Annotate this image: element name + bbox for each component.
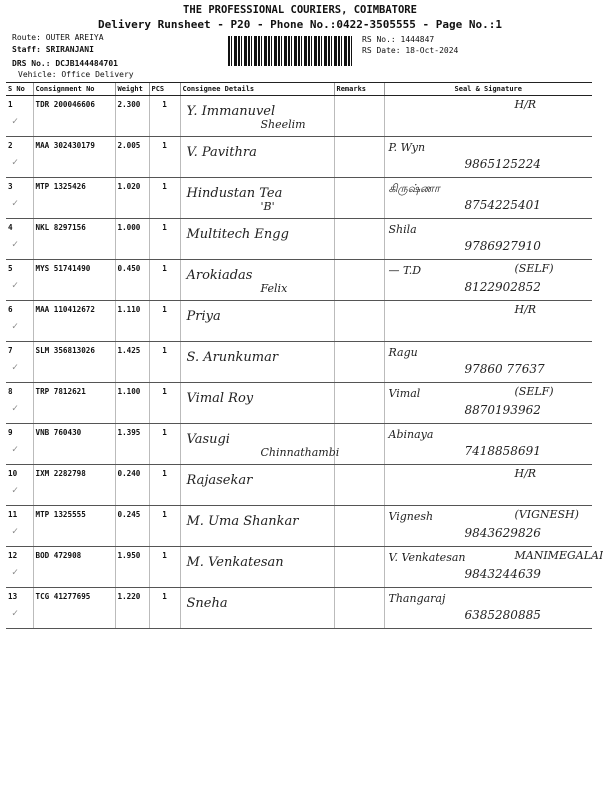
consignee-name-line2-handwritten: Felix — [260, 282, 288, 295]
phone-number-handwritten: 7418858691 — [464, 444, 541, 458]
col-header-remarks: Remarks — [334, 83, 384, 96]
table-row — [6, 137, 592, 178]
consignee-name-handwritten: Multitech Engg — [186, 227, 289, 242]
row-pcs: 1 — [149, 260, 180, 301]
row-remarks — [334, 342, 384, 383]
checkmark-icon: ✓ — [12, 280, 19, 291]
row-sno-text: 6 — [8, 305, 13, 314]
col-header-consignment: Consignment No — [33, 83, 115, 96]
row-consignment-no: MTP 1325426 — [33, 178, 115, 219]
row-pcs: 1 — [149, 424, 180, 465]
row-consignment-no: NKL 8297156 — [33, 219, 115, 260]
row-consignment-no: MAA 302430179 — [33, 137, 115, 178]
row-remarks — [334, 465, 384, 506]
phone-number-handwritten: 9865125224 — [464, 157, 541, 171]
row-remarks — [334, 301, 384, 342]
row-weight: 1.950 — [115, 547, 149, 588]
signature-note-handwritten: (SELF) — [514, 262, 554, 275]
row-consignee — [180, 178, 334, 219]
consignee-name-handwritten: V. Pavithra — [186, 145, 257, 160]
consignee-name-handwritten: Vasugi — [186, 432, 230, 447]
row-consignee — [180, 219, 334, 260]
signature-note-handwritten: MANIMEGALAI — [514, 549, 603, 562]
row-sno-text: 1 — [8, 100, 13, 109]
checkmark-icon: ✓ — [12, 116, 19, 127]
row-pcs: 1 — [149, 137, 180, 178]
row-weight: 0.245 — [115, 506, 149, 547]
row-signature — [384, 588, 592, 629]
row-weight: 1.020 — [115, 178, 149, 219]
row-sno — [6, 96, 33, 137]
table-header-row — [6, 83, 592, 96]
table-row — [6, 506, 592, 547]
row-weight: 2.005 — [115, 137, 149, 178]
row-sno-text: 10 — [8, 469, 18, 478]
route-label: Route: OUTER AREIYA — [12, 33, 104, 42]
checkmark-icon: ✓ — [12, 485, 19, 496]
row-weight: 1.110 — [115, 301, 149, 342]
row-sno-text: 12 — [8, 551, 18, 560]
row-remarks — [334, 383, 384, 424]
row-sno — [6, 424, 33, 465]
row-remarks — [334, 96, 384, 137]
row-remarks — [334, 424, 384, 465]
table-row — [6, 588, 592, 629]
row-weight: 1.100 — [115, 383, 149, 424]
row-sno-text: 7 — [8, 346, 13, 355]
table-row — [6, 178, 592, 219]
checkmark-icon: ✓ — [12, 198, 19, 209]
row-consignee — [180, 301, 334, 342]
row-sno — [6, 178, 33, 219]
row-sno — [6, 301, 33, 342]
consignee-name-handwritten: Arokiadas — [186, 268, 253, 283]
table-body — [6, 96, 603, 629]
table-row — [6, 424, 592, 465]
staff-label: Staff: SRIRANJANI — [12, 45, 94, 54]
row-weight: 1.000 — [115, 219, 149, 260]
row-weight: 2.300 — [115, 96, 149, 137]
row-sno-text: 8 — [8, 387, 13, 396]
rs-number: RS No.: 1444847 — [362, 35, 435, 44]
row-signature — [384, 260, 592, 301]
phone-number-handwritten: 97860 77637 — [464, 362, 545, 376]
row-weight: 0.240 — [115, 465, 149, 506]
row-signature — [384, 137, 592, 178]
row-sno — [6, 506, 33, 547]
row-sno-text: 13 — [8, 592, 18, 601]
consignee-name-handwritten: Sneha — [186, 596, 228, 611]
row-consignee — [180, 342, 334, 383]
signature-note-handwritten: (SELF) — [514, 385, 554, 398]
row-signature — [384, 465, 592, 506]
signature-handwritten: Ragu — [388, 346, 418, 359]
signature-handwritten: Vignesh — [388, 510, 434, 523]
row-consignee — [180, 424, 340, 465]
table-row — [6, 342, 592, 383]
row-sno-text: 3 — [8, 182, 13, 191]
checkmark-icon: ✓ — [12, 239, 19, 250]
checkmark-icon: ✓ — [12, 321, 19, 332]
consignee-name-handwritten: Hindustan Tea — [186, 186, 283, 201]
phone-number-handwritten: 8754225401 — [464, 198, 541, 212]
row-sno — [6, 342, 33, 383]
row-remarks — [334, 588, 384, 629]
row-remarks — [334, 137, 384, 178]
table-row — [6, 219, 592, 260]
row-sno-text: 9 — [8, 428, 13, 437]
row-pcs: 1 — [149, 301, 180, 342]
drs-number: DRS No.: DCJB144484701 — [12, 59, 118, 68]
table-row — [6, 547, 592, 588]
row-consignee — [180, 96, 334, 137]
consignee-name-line2-handwritten: Chinnathambi — [260, 446, 340, 459]
phone-number-handwritten: 6385280885 — [464, 608, 541, 622]
signature-handwritten: V. Venkatesan — [388, 551, 466, 564]
phone-number-handwritten: 9786927910 — [464, 239, 541, 253]
table-row — [6, 383, 592, 424]
row-sno — [6, 260, 33, 301]
checkmark-icon: ✓ — [12, 157, 19, 168]
consignee-name-line2-handwritten: Sheelim — [260, 118, 306, 131]
table-row — [6, 96, 592, 137]
row-pcs: 1 — [149, 506, 180, 547]
runsheet-subtitle: Delivery Runsheet - P20 - Phone No.:0422-3505555 - Page No.:1 — [98, 18, 502, 31]
row-weight: 0.450 — [115, 260, 149, 301]
runsheet-table — [6, 82, 603, 629]
row-sno — [6, 219, 33, 260]
row-sno — [6, 465, 33, 506]
signature-note-handwritten: H/R — [514, 98, 537, 111]
signature-note-handwritten: H/R — [514, 303, 537, 316]
table-row — [6, 465, 592, 506]
col-header-weight: Weight — [115, 83, 149, 96]
row-signature — [384, 96, 592, 137]
row-consignee — [180, 506, 334, 547]
phone-number-handwritten: 8870193962 — [464, 403, 541, 417]
row-remarks — [334, 219, 384, 260]
vehicle-label: Vehicle: Office Delivery — [18, 70, 134, 79]
row-sno — [6, 588, 33, 629]
row-remarks — [334, 260, 384, 301]
row-consignment-no: MTP 1325555 — [33, 506, 115, 547]
row-remarks — [334, 178, 384, 219]
row-signature — [384, 547, 603, 588]
consignee-name-handwritten: Y. Immanuvel — [186, 104, 276, 119]
row-weight: 1.395 — [115, 424, 149, 465]
row-consignee — [180, 260, 334, 301]
signature-handwritten: — T.D — [388, 264, 422, 277]
consignee-name-handwritten: S. Arunkumar — [186, 350, 279, 365]
row-consignment-no: TDR 200046606 — [33, 96, 115, 137]
row-sno-text: 2 — [8, 141, 13, 150]
col-header-sno: S No — [6, 83, 33, 96]
row-consignee — [180, 547, 334, 588]
phone-number-handwritten: 8122902852 — [464, 280, 541, 294]
row-remarks — [334, 547, 384, 588]
row-sno-text: 4 — [8, 223, 13, 232]
consignee-name-handwritten: Vimal Roy — [186, 391, 254, 406]
row-consignment-no: MYS 51741490 — [33, 260, 115, 301]
row-consignment-no: VNB 760430 — [33, 424, 115, 465]
checkmark-icon: ✓ — [12, 444, 19, 455]
row-sno-text: 5 — [8, 264, 13, 273]
row-consignment-no: SLM 356813026 — [33, 342, 115, 383]
row-pcs: 1 — [149, 383, 180, 424]
signature-handwritten: P. Wyn — [388, 141, 426, 154]
row-consignee — [180, 588, 334, 629]
signature-handwritten: Shila — [388, 223, 417, 236]
checkmark-icon: ✓ — [12, 608, 19, 619]
signature-note-handwritten: (VIGNESH) — [514, 508, 579, 521]
row-sno — [6, 137, 33, 178]
row-signature — [384, 178, 592, 219]
row-signature — [384, 383, 592, 424]
col-header-pcs: PCS — [149, 83, 180, 96]
checkmark-icon: ✓ — [12, 567, 19, 578]
consignee-name-handwritten: M. Venkatesan — [186, 555, 284, 570]
signature-handwritten: கிருஷ்ணா — [388, 182, 440, 195]
consignee-name-line2-handwritten: 'B' — [260, 200, 275, 213]
checkmark-icon: ✓ — [12, 362, 19, 373]
checkmark-icon: ✓ — [12, 526, 19, 537]
col-header-consignee: Consignee Details — [180, 83, 334, 96]
row-signature — [384, 424, 592, 465]
table-row — [6, 260, 592, 301]
row-consignment-no: TCG 41277695 — [33, 588, 115, 629]
table-row — [6, 301, 592, 342]
row-pcs: 1 — [149, 465, 180, 506]
row-consignment-no: TRP 7812621 — [33, 383, 115, 424]
row-weight: 1.425 — [115, 342, 149, 383]
runsheet-title: THE PROFESSIONAL COURIERS, COIMBATORE — [183, 4, 417, 16]
row-pcs: 1 — [149, 178, 180, 219]
row-sno — [6, 383, 33, 424]
row-sno-text: 11 — [8, 510, 18, 519]
signature-handwritten: Vimal — [388, 387, 421, 400]
row-signature — [384, 342, 592, 383]
consignee-name-handwritten: M. Uma Shankar — [186, 514, 299, 529]
row-remarks — [334, 506, 384, 547]
row-consignee — [180, 465, 334, 506]
signature-note-handwritten: H/R — [514, 467, 537, 480]
row-signature — [384, 219, 592, 260]
barcode-image — [228, 36, 354, 66]
signature-handwritten: Abinaya — [388, 428, 434, 441]
checkmark-icon: ✓ — [12, 403, 19, 414]
consignee-name-handwritten: Rajasekar — [186, 473, 253, 488]
row-weight: 1.220 — [115, 588, 149, 629]
row-signature — [384, 506, 592, 547]
row-consignee — [180, 383, 334, 424]
row-consignment-no: BOD 472908 — [33, 547, 115, 588]
row-consignment-no: MAA 110412672 — [33, 301, 115, 342]
phone-number-handwritten: 9843629826 — [464, 526, 541, 540]
row-pcs: 1 — [149, 342, 180, 383]
row-pcs: 1 — [149, 96, 180, 137]
row-pcs: 1 — [149, 547, 180, 588]
row-consignment-no: IXM 2282798 — [33, 465, 115, 506]
row-sno — [6, 547, 33, 588]
row-consignee — [180, 137, 334, 178]
phone-number-handwritten: 9843244639 — [464, 567, 541, 581]
row-pcs: 1 — [149, 219, 180, 260]
consignee-name-handwritten: Priya — [186, 309, 221, 324]
col-header-signature: Seal & Signature — [384, 83, 592, 96]
signature-handwritten: Thangaraj — [388, 592, 446, 605]
row-pcs: 1 — [149, 588, 180, 629]
row-signature — [384, 301, 592, 342]
rs-date: RS Date: 18-Oct-2024 — [362, 46, 459, 55]
